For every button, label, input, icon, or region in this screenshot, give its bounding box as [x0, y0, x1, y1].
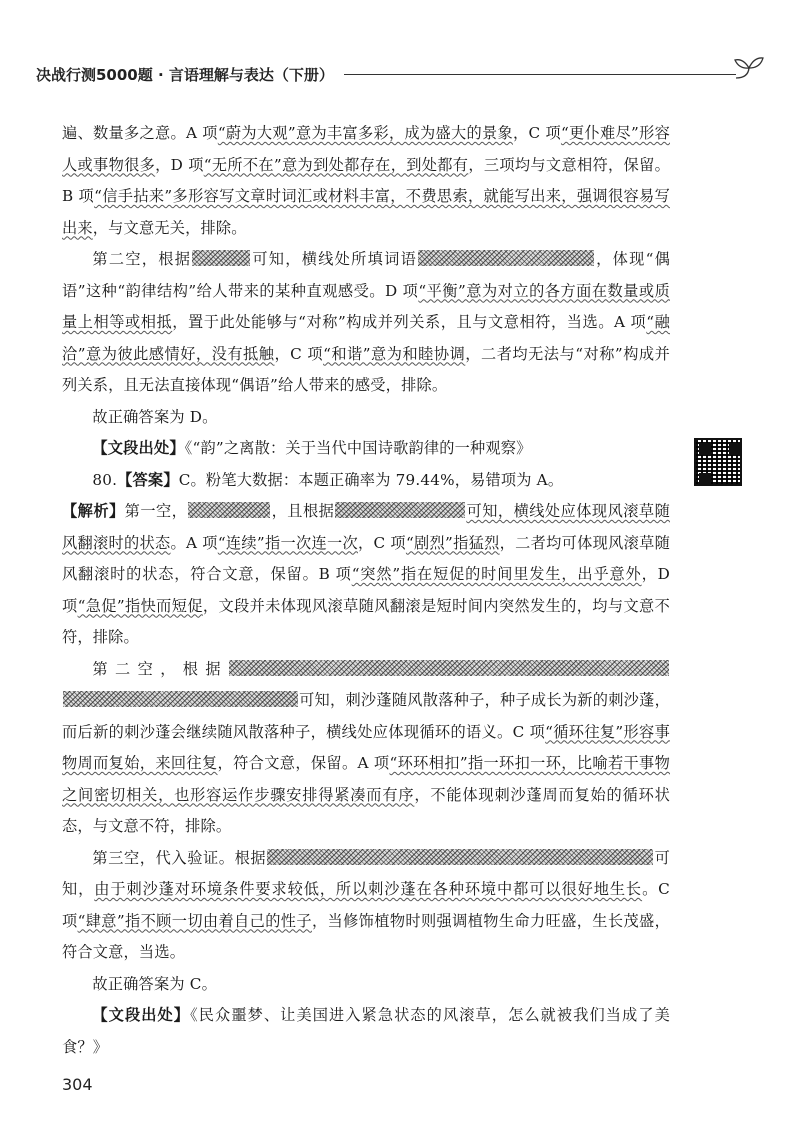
sprout-icon — [732, 54, 766, 84]
qr-code-image[interactable] — [694, 438, 742, 486]
header-rule — [344, 74, 736, 75]
answer-line-2: 故正确答案为 C。 — [92, 974, 217, 993]
analysis-paragraph-1: 【解析】第一空， ，且根据 可知，横线处应体现风滚草随风翻滚时的状态。A 项“连续”指一次连一次，C 项“剧烈”指猛烈，二者均可体现风滚草随风翻滚时的状态，符合文意，保留。B 项“突然”指在短促的时间里发生，出乎意外，D 项“急促”指快而短促，文段并未体现风滚草随风翻滚是短时间内突然发生的，均与文意不符，排除。 — [62, 502, 670, 646]
source-line-2: 【文段出处】《民众噩梦、让美国进入紧急状态的风滚草，怎么就被我们当成了美食？》 — [62, 1006, 670, 1056]
redacted-text — [192, 250, 250, 266]
analysis-paragraph-2: 第二空，根据可知，刺沙蓬随风散落种子，种子成长为新的刺沙蓬，而后新的刺沙蓬会继续随风散落种子，横线处应体现循环的语义。C 项“循环往复”形容事物周而复始，来回往复，符合文意，保留。A 项“环环相扣”指一环扣一环，比喻若干事物之间密切相关，也形容运作步骤安排得紧凑而有序，不能体现刺沙蓬周而复始的循环状态，与文意不符，排除。 — [62, 659, 670, 835]
redacted-text — [335, 502, 465, 518]
page-header — [36, 62, 766, 92]
redacted-text — [267, 849, 653, 865]
answer-line-1: 故正确答案为 D。 — [92, 407, 218, 426]
redacted-text — [229, 660, 669, 676]
redacted-text — [63, 691, 298, 707]
paragraph-2: 第二空，根据 可知，横线处所填词语 ，体现“偶语”这种“韵律结构”给人带来的某种直观感受。D 项“平衡”意为对立的各方面在数量或质量上相等或相抵，置于此处能够与“对称”构成并列关系，且与文意相符，当选。A 项“融洽”意为彼此感情好，没有抵触，C 项“和谐”意为和睦协调，二者均无法与“对称”构成并列关系，且无法直接体现“偶语”给人带来的感受，排除。 — [62, 250, 671, 394]
source-line-1: 【文段出处】《“韵”之离散：关于当代中国诗歌韵律的一种观察》 — [92, 439, 532, 457]
redacted-text — [188, 502, 270, 518]
page-content — [62, 118, 670, 1063]
analysis-paragraph-3: 第三空，代入验证。根据 可知，由于刺沙蓬对环境条件要求较低，所以刺沙蓬在各种环境中都可以很好地生长。C 项“肆意”指不顾一切由着自己的性子，当修饰植物时则强调植物生命力旺盛，生长茂盛，符合文意，当选。 — [62, 848, 671, 961]
paragraph-1: 遍、数量多之意。A 项“蔚为大观”意为丰富多彩，成为盛大的景象，C 项“更仆难尽”形容人或事物很多，D 项“无所不在”意为到处都存在，到处都有，三项均与文意相符，保留。B 项“信手拈来”多形容写文章时词汇或材料丰富，不费思索，就能写出来，强调很容易写出来，与文意无关，排除。 — [62, 124, 670, 237]
book-title: 决战行测5000题 · 言语理解与表达（下册） — [36, 66, 334, 84]
redacted-text — [418, 250, 594, 266]
page-number: 304 — [62, 1075, 93, 1094]
answer-header-80: 80.【答案】C。粉笔大数据：本题正确率为 79.44%，易错项为 A。 — [92, 470, 564, 489]
